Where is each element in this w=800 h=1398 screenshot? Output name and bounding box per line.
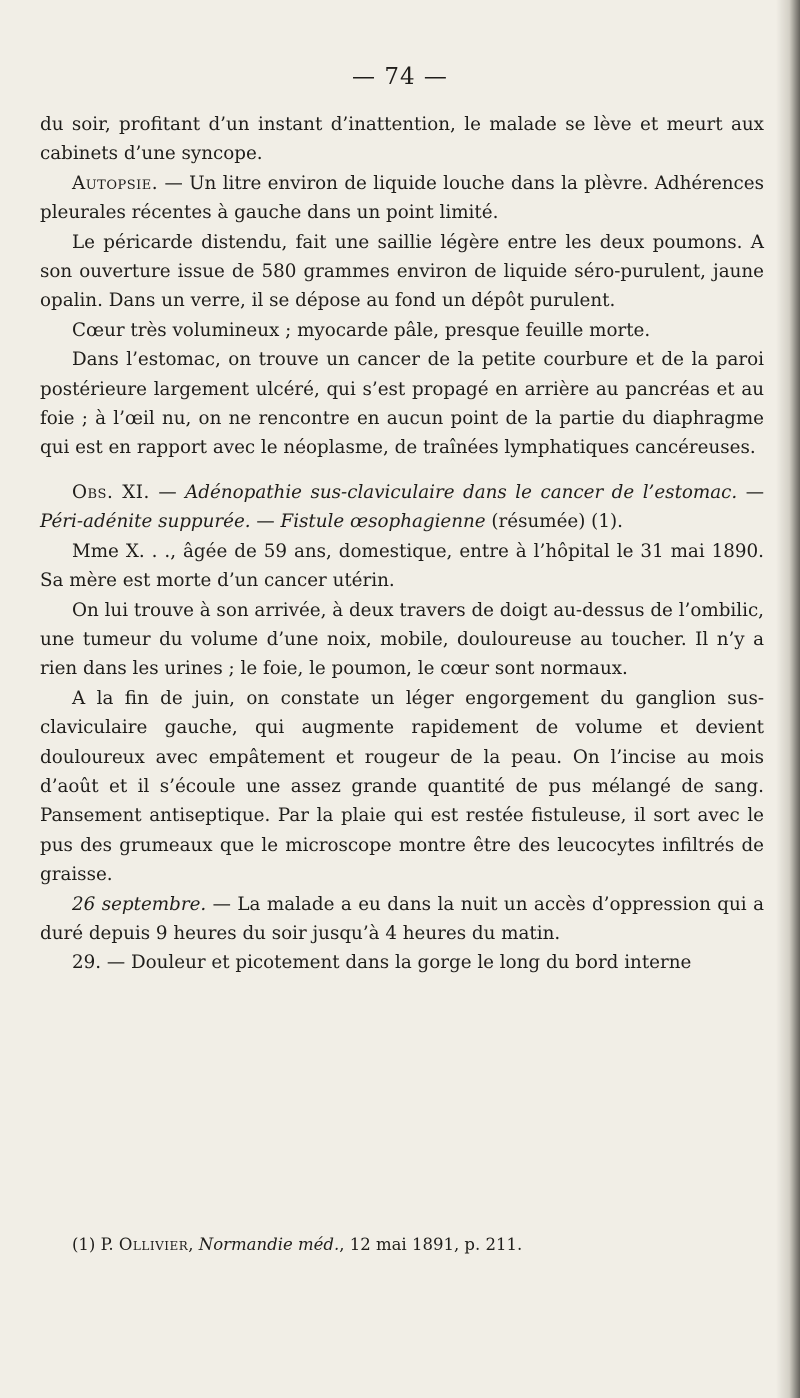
septembre-text: — La malade a eu dans la nuit un accès d’oppression qui a duré depuis 9 heures du soir jusqu’à 4 heures du matin. [40, 893, 764, 944]
footnote [72, 1233, 772, 1257]
paragraph-pericarde: Le péricarde distendu, fait une saillie légère entre les deux poumons. A son ouverture issue de 580 grammes environ de liquide séro-purulent, jaune opalin. Dans un verre, il se dépose au fond un dépôt purulent. [40, 231, 764, 312]
footnote-journal: Normandie méd. [198, 1235, 340, 1254]
page-edge-shadow [776, 0, 800, 1398]
observation-dash-3: — [250, 511, 281, 533]
footnote-sep: , [188, 1235, 199, 1254]
paragraph-patient: Mme X. . ., âgée de 59 ans, domestique, entre à l’hôpital le 31 mai 1890. Sa mère est morte d’un cancer utérin. [40, 540, 764, 592]
observation-dash-1: — [149, 481, 186, 503]
paragraph-29: 29. — Douleur et picotement dans la gorge le long du bord interne [72, 952, 692, 974]
autopsie-label: Autopsie. [72, 172, 159, 194]
footnote-marker: (1) P. [72, 1235, 119, 1254]
septembre-date: 26 septembre. [72, 893, 207, 915]
footnote-author: Ollivier [118, 1235, 189, 1254]
paragraph-juin: A la fin de juin, on constate un léger engorgement du ganglion sus-claviculaire gauche, qui augmente rapidement de volume et devient douloureux avec empâtement et rougeur de la peau. On l’incise au mois d’août et il s’écoule une assez grande quantité de pus mélangé de sang. Pansement antiseptique. Par la plaie qui est restée fistuleuse, il sort avec le pus des grumeaux que le microscope montre être des leucocytes infiltrés de graisse. [40, 687, 764, 886]
observation-label: Obs. XI. [72, 481, 150, 503]
observation-dash-2: — [737, 481, 764, 503]
paragraph-septembre [40, 890, 764, 949]
footnote-rest: , 12 mai 1891, p. 211. [339, 1235, 523, 1254]
autopsie-text: — Un litre environ de liquide louche dans la plèvre. Adhérences pleurales récentes à gauche dans un point limité. [40, 172, 764, 224]
paragraph-arrivee: On lui trouve à son arrivée, à deux travers de doigt au-dessus de l’ombilic, une tumeur du volume d’une noix, mobile, douloureuse au toucher. Il n’y a rien dans les urines ; le foie, le poumon, le cœur sont normaux. [40, 599, 764, 680]
paragraph-1: du soir, profitant d’un instant d’inattention, le malade se lève et meurt aux cabinets d’une syncope. [40, 114, 764, 165]
paragraph-autopsie [40, 169, 764, 228]
observation-title-1: Adénopathie sus-claviculaire dans le cancer de l’estomac. [185, 481, 738, 503]
paragraph-estomac: Dans l’estomac, on trouve un cancer de la petite courbure et de la paroi postérieure largement ulcéré, qui s’est propagé en arrière au pancréas et au foie ; à l’œil nu, on ne rencontre en aucun point de la partie du diaphragme qui est en rapport avec le néoplasme, de traînées lymphatiques cancéreuses. [40, 349, 764, 459]
observation-heading [40, 478, 764, 537]
paragraph-coeur: Cœur très volumineux ; myocarde pâle, presque feuille morte. [72, 319, 651, 341]
body-text [40, 110, 764, 978]
page-number: — 74 — [352, 64, 448, 90]
observation-title-2: Péri-adénite suppurée. [40, 511, 251, 533]
observation-suffix: (résumée) (1). [485, 511, 623, 533]
observation-title-3: Fistule œsophagienne [280, 511, 486, 533]
